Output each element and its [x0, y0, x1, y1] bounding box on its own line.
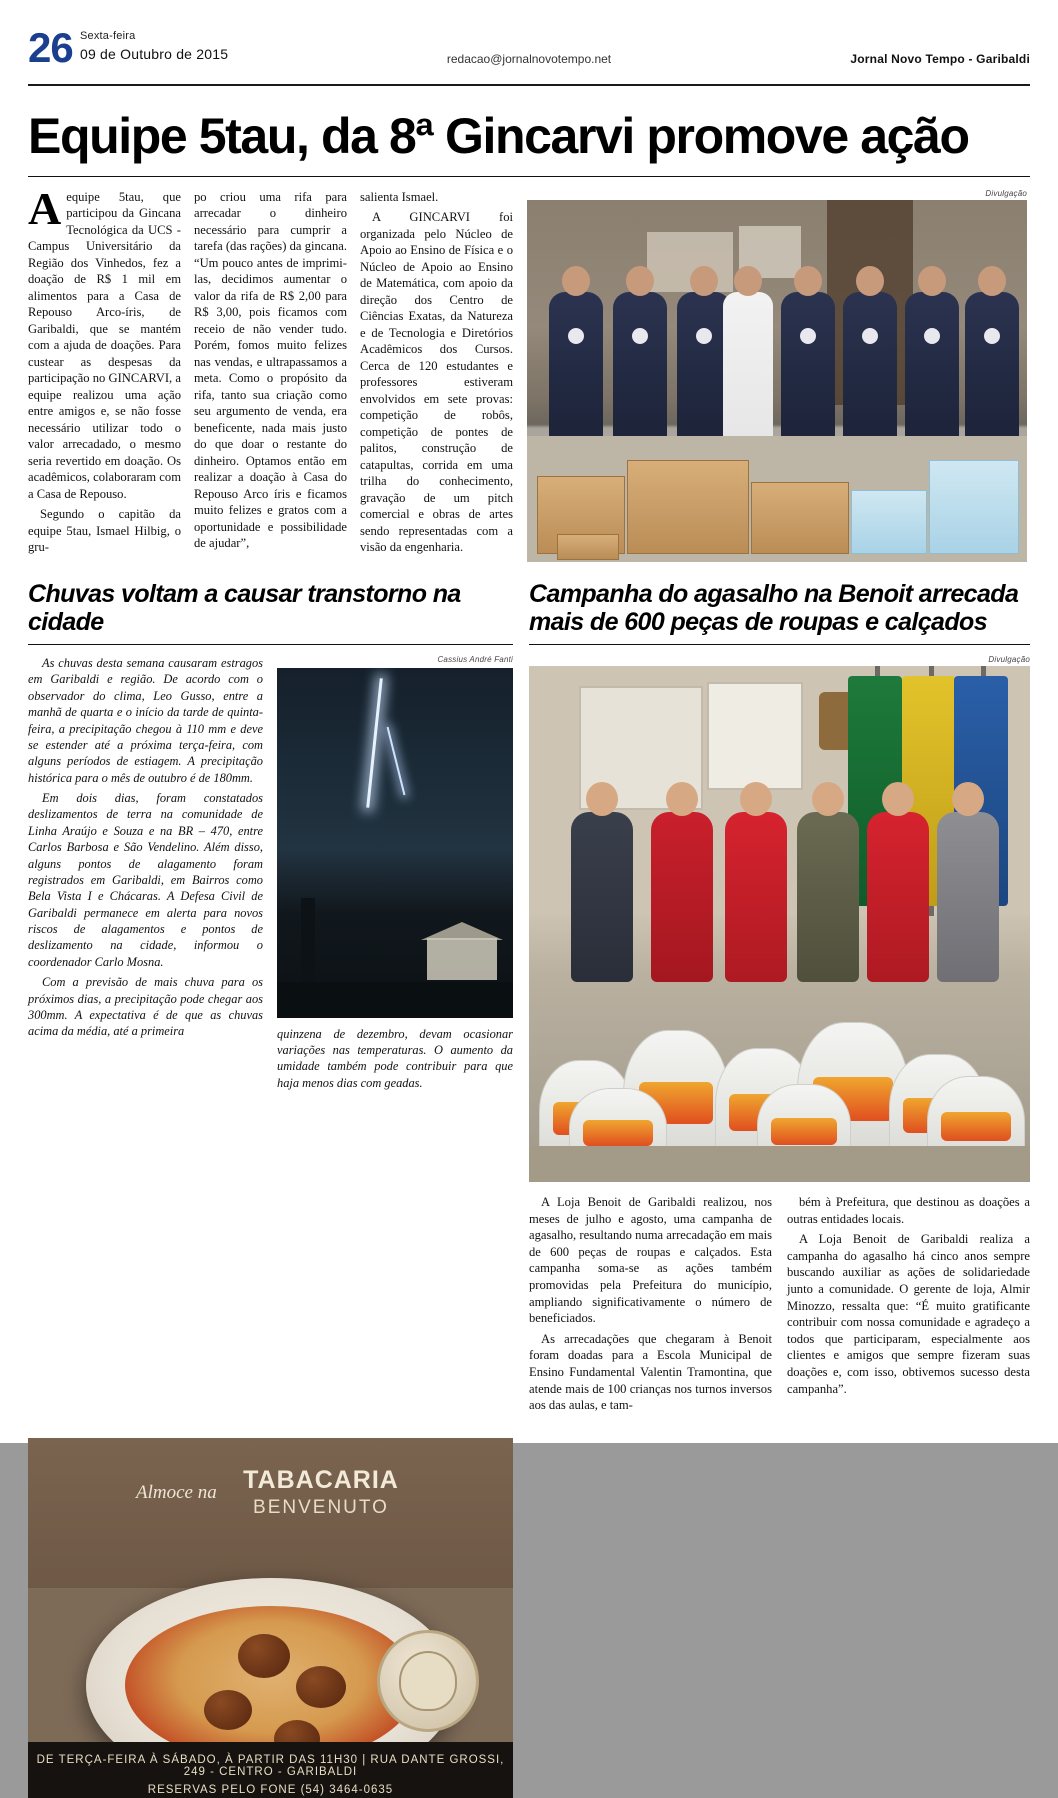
drop-cap: A: [28, 183, 62, 234]
benoit-col1-p2: As arrecadações que chegaram à Benoit foram doadas para a Escola Municipal de Ensino Fundamental Valentin Tramontina, que atende mais de 100 crianças nos turnos inversos aos das aulas, e tam-: [529, 1331, 772, 1413]
bottom-band: [28, 1422, 1030, 1798]
benoit-story: [529, 580, 1030, 1418]
lead-col1-p2: Segundo o capitão da equipe 5tau, Ismael Hilbig, o gru-: [28, 507, 181, 555]
rain-col1-p1: As chuvas desta semana causaram estragos em Garibaldi e região. De acordo com o observador do clima, Leo Gusso, entre a manhã de quarta e o início da tarde de quinta-feira, a precipitação chegou à 110 mm e deve se estender até a próxima terça-feira, com alguns períodos de estiagem. A precipitação histórica para o mês de outubro é de 180mm.: [28, 656, 263, 785]
ad-almoce-label: Almoce na: [136, 1481, 217, 1503]
lead-col1-p1: equipe 5tau, que participou da Gincana Tecnológica da UCS - Campus Universitário da Região dos Vinhedos, fez a doação de R$ 1 mil em alimentos para a Casa de Repouso Arco-íris, de Garibaldi, que se mantém com a ajuda de doações. Para custear as despesas da participação no GINCARVI, a equipe realizou uma ação entre amigos e, se não fosse necessário utilizar todo o valor arrecadado, o mesmo seria revertido em doação. Os acadêmicos, colaboraram com a Casa de Repouso.: [28, 190, 181, 501]
lead-story: [28, 183, 1030, 562]
lead-text-columns: [28, 183, 513, 562]
benoit-headline: Campanha do agasalho na Benoit arrecada mais de 600 peças de roupas e calçados: [529, 580, 1019, 636]
benoit-column-2: [787, 1194, 1030, 1418]
lead-column-3: [360, 189, 513, 562]
lead-photo-credit: Divulgação: [985, 189, 1027, 198]
ad-pasta: [125, 1606, 417, 1764]
page-number: 26: [28, 24, 73, 71]
lead-headline: Equipe 5tau, da 8ª Gincarvi promove ação: [28, 108, 969, 164]
lead-col3-p2: A GINCARVI foi organizada pelo Núcleo de Apoio ao Ensino de Física e o Núcleo de Apoio ao Ensino de Matemática, com apoio da direção dos Centro de Ciências Exatas, da Natureza e de Tecnologia e Diretórios Acadêmicos dos Cursos. Cerca de 120 estudantes e professores estiveram envolvidos em sete provas: competição de robôs, competição de pontes de palitos, construção de catapultas, corrida em uma trilha do conhecimento, gravação de um pitch comercial e obras de artes sendo representadas com a visão da engenharia.: [360, 210, 513, 555]
ad-brand-line2: BENVENUTO: [253, 1496, 389, 1518]
ad-hours-address: DE TERÇA-FEIRA À SÁBADO, À PARTIR DAS 11H30 | RUA DANTE GROSSI, 249 - CENTRO - GARIBALDI: [36, 1753, 505, 1778]
donation-bags: [529, 952, 1030, 1182]
rain-column-1: [28, 655, 263, 1095]
headline-rule: [28, 176, 1030, 177]
masthead: [28, 22, 1030, 86]
rain-col1-p3: Com a previsão de mais chuva para os próximos dias, a precipitação pode chegar aos 300mm. A expectativa é de que as chuvas acima da média, até a primeira: [28, 975, 263, 1039]
ad-footer: [28, 1742, 513, 1798]
benoit-col2-p2: A Loja Benoit de Garibaldi realiza a campanha do agasalho há cinco anos sempre buscando auxiliar as ações de solidariedade junto a comunidade. O gerente de loja, Almir Minozzo, ressalta que: “É muito gratificante contribuir com nossa comunidade e agradeço a todos que participaram, especialmente aos clientes e amigos que sempre fizeram suas doações e, com isso, obtivemos sucesso desta campanha”.: [787, 1232, 1030, 1396]
lead-col3-p1: salienta Ismael.: [360, 190, 439, 204]
benoit-col1-p1: A Loja Benoit de Garibaldi realizou, nos meses de julho e agosto, uma campanha de agasalho, resultando numa arrecadação em mais de 600 peças de roupas e calçados. Esta campanha soma-se as ações também promovidas pela Prefeitura do município, ampliando significativamente o número de beneficiados.: [529, 1195, 772, 1326]
rain-photo-credit: Cassius André Fanti: [437, 655, 513, 664]
benoit-rule: [529, 644, 1030, 645]
ad-brand-line1: TABACARIA: [243, 1465, 399, 1494]
paper-name: Jornal Novo Tempo - Garibaldi: [850, 52, 1030, 66]
lead-column-1: [28, 183, 181, 562]
date-block: [80, 30, 228, 62]
benoit-photo: [529, 666, 1030, 1182]
benoit-photo-credit: Divulgação: [988, 655, 1030, 664]
email-address: redacao@jornalnovotempo.net: [446, 52, 612, 66]
page-inner: [28, 22, 1030, 1796]
ad-phone: RESERVAS PELO FONE (54) 3464-0635: [147, 1783, 394, 1796]
advertisement-tabacaria[interactable]: [28, 1438, 513, 1798]
lead-photo: [527, 200, 1027, 562]
lead-photo-block: [527, 189, 1027, 562]
middle-band: [28, 580, 1030, 1418]
weekday-label: Sexta-feira: [80, 30, 136, 42]
rain-col2-p1: quinzena de dezembro, devam ocasionar variações nas temperaturas. O aumento da umidade também pode contribuir para que haja menos dias com geadas.: [277, 1026, 513, 1090]
benoit-column-1: [529, 1194, 772, 1418]
rain-headline: Chuvas voltam a causar transtorno na cidade: [28, 580, 461, 636]
date-label: 09 de Outubro de 2015: [80, 46, 229, 62]
rain-story: [28, 580, 513, 1418]
ad-seal-logo: [377, 1630, 479, 1732]
ad-brand: [226, 1466, 416, 1519]
rain-columns: [28, 655, 513, 1095]
rain-rule: [28, 644, 513, 645]
lead-col2-p1: po criou uma rifa para arrecadar o dinheiro necessário para cumprir a tarefa (das rações) da gincana. “Um pouco antes de imprimi-las, decidimos aumentar o valor da rifa de R$ 2,00 para R$ 3,00, pois ficamos com receio de não vender tudo. Porém, fomos muito felizes nas vendas, e ultrapassamos a meta. Como o propósito da rifa, tanto sua criação como seu argumento de venda, era beneficente, nada mais justo do que doar o restante do dinheiro. Optamos então em realizar a doação à Casa do Repouso Arco íris e ficamos muito felizes e gratos com a oportunidade e possibilidade de ajudar”,: [194, 190, 347, 551]
lead-column-2: [194, 189, 347, 562]
rain-col1-p2: Em dois dias, foram constatados deslizamentos de terra na comunidade de Linha Araújo e Souza e na BR – 470, entre Carlos Barbosa e São Vendelino. Além disso, alguns pontos de alagamento foram registrados em Garibaldi, em Bairros como Bela Vista I e Chácaras. A Defesa Civil de Garibaldi permanece em alerta para novos riscos de alagamentos e pontos de deslizamento na cidade, informou o coordenador Carlo Mosna.: [28, 791, 263, 969]
rain-column-2: [277, 655, 513, 1095]
benoit-col2-p1: bém à Prefeitura, que destinou as doações a outras entidades locais.: [787, 1195, 1030, 1226]
rain-photo: [277, 668, 513, 1018]
benoit-columns: [529, 1194, 1030, 1418]
